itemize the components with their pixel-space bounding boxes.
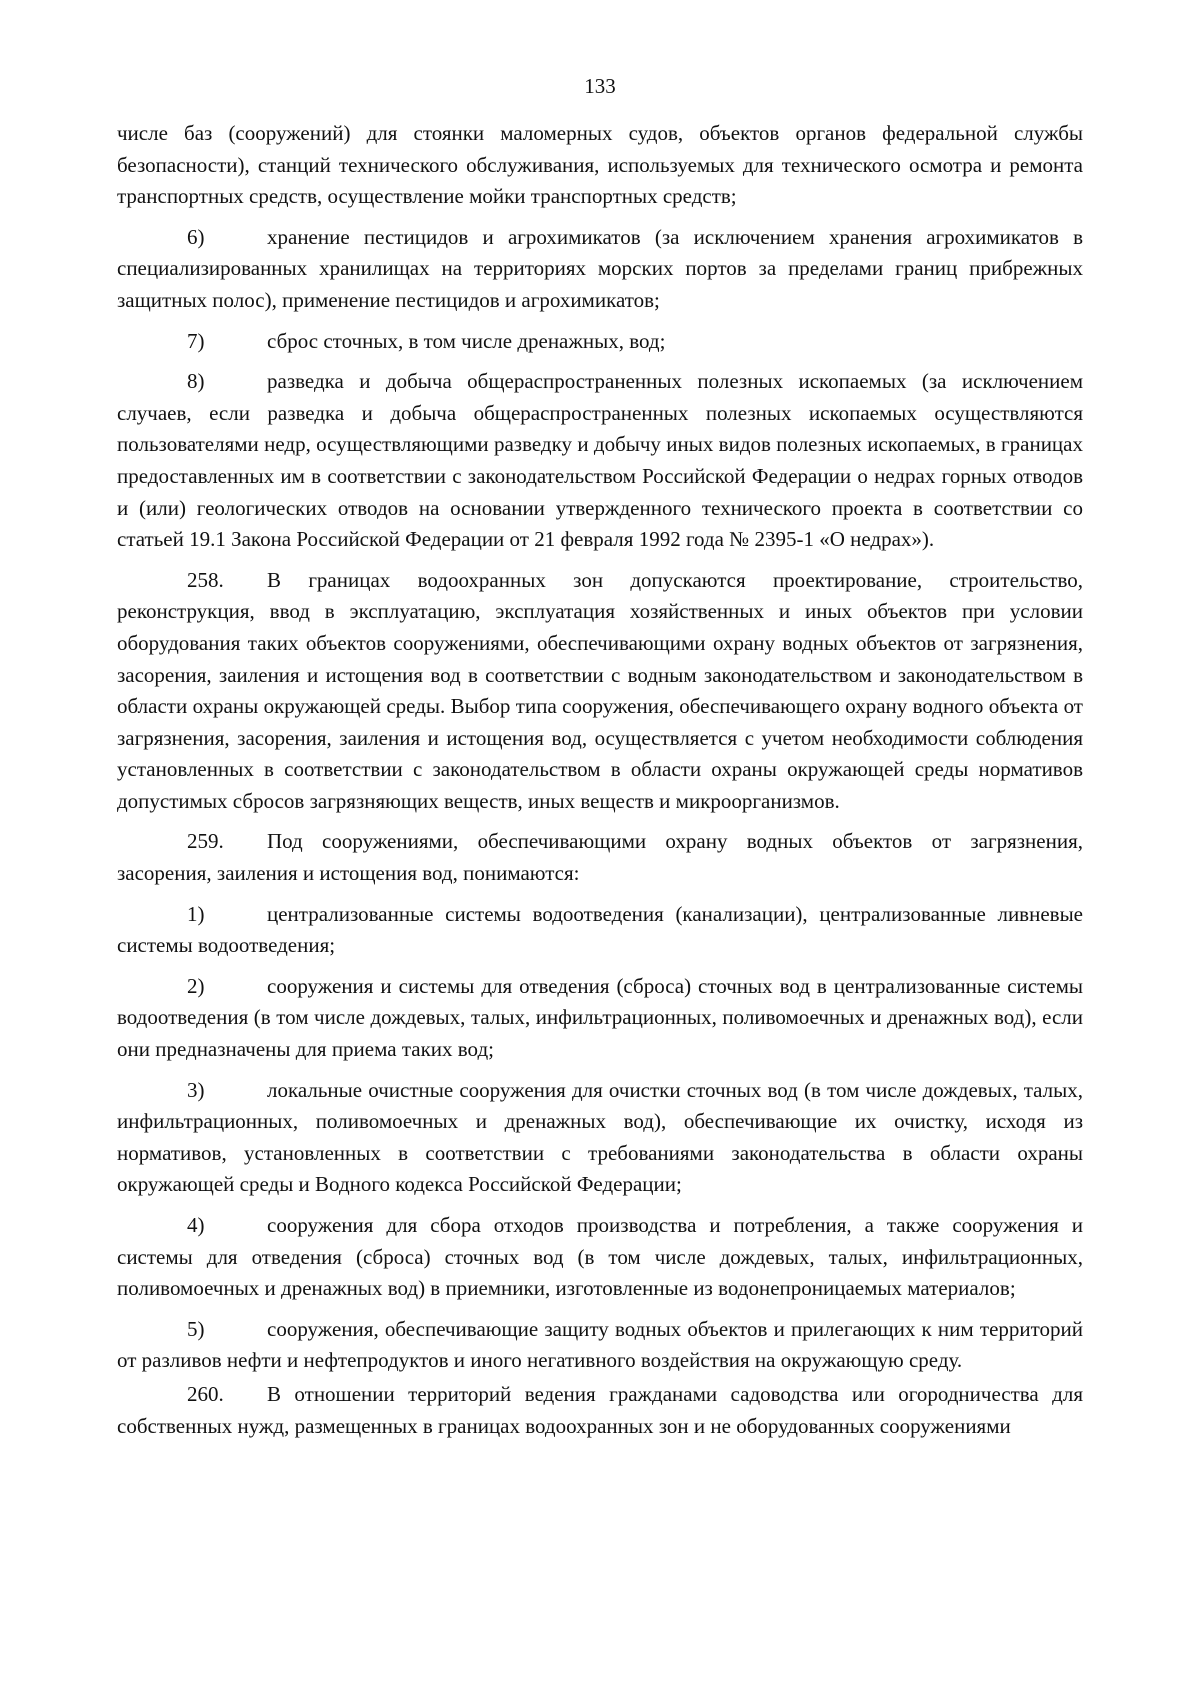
paragraph-text: локальные очистные сооружения для очистки сточных вод (в том числе дождевых, талых, инфильтрационных, поливомоечных и дренажных вод), обеспечивающие их очистку, исходя из нормативов, установленных в соответствии с требованиями законодательства в области охраны окружающей среды и Водного кодекса Российской Федерации; (117, 1077, 1083, 1197)
list-item-1 (117, 899, 1083, 962)
item-number: 5) (187, 1316, 205, 1341)
paragraph-text: сброс сточных, в том числе дренажных, вод; (267, 328, 666, 353)
clause-number: 259. (187, 829, 224, 854)
list-item-2 (117, 971, 1083, 1066)
list-item-4 (117, 1210, 1083, 1305)
paragraph-text: В границах водоохранных зон допускаются проектирование, строительство, реконструкция, ввод в эксплуатацию, эксплуатация хозяйственных и иных объектов при условии оборудования таких объектов сооружениями, обеспечивающими охрану водных объектов от загрязнения, засорения, заиления и истощения вод в соответствии с водным законодательством и законодательством в области охраны окружающей среды. Выбор типа сооружения, обеспечивающего охрану водного объекта от загрязнения, засорения, заиления и истощения вод, осуществляется с учетом необходимости соблюдения установленных в соответствии с законодательством в области охраны окружающей среды нормативов допустимых сбросов загрязняющих веществ, иных веществ и микроорганизмов. (117, 567, 1083, 813)
list-item-6 (117, 222, 1083, 317)
list-item-5 (117, 1314, 1083, 1377)
paragraph-text: сооружения для сбора отходов производства и потребления, а также сооружения и системы для отведения (сброса) сточных вод (в том числе дождевых, талых, инфильтрационных, поливомоечных и дренажных вод) в приемники, изготовленные из водонепроницаемых материалов; (117, 1213, 1083, 1301)
item-number: 3) (187, 1077, 205, 1102)
list-item-7 (117, 326, 1083, 358)
item-number: 2) (187, 973, 205, 998)
item-number: 4) (187, 1213, 205, 1237)
item-number: 1) (187, 901, 205, 926)
paragraph-text: централизованные системы водоотведения (канализации), централизованные ливневые системы водоотведения; (117, 901, 1083, 958)
paragraph-continuation (117, 118, 1083, 213)
clause-number: 260. (187, 1381, 224, 1406)
paragraph-text: сооружения и системы для отведения (сброса) сточных вод в централизованные системы водоотведения (в том числе дождевых, талых, инфильтрационных, поливомоечных и дренажных вод), если они предназначены для приема таких вод; (117, 973, 1083, 1062)
paragraph-text: В отношении территорий ведения гражданами садоводства или огородничества для собственных нужд, размещенных в границах водоохранных зон и не оборудованных сооружениями (117, 1381, 1083, 1438)
page-number: 133 (584, 74, 616, 98)
clause-260 (117, 1379, 1083, 1442)
item-number: 8) (187, 369, 205, 394)
clause-259 (117, 826, 1083, 889)
paragraph-text: хранение пестицидов и агрохимикатов (за исключением хранения агрохимикатов в специализированных хранилищах на территориях морских портов за пределами границ прибрежных защитных полос), применение пестицидов и агрохимикатов; (117, 224, 1083, 312)
item-number: 6) (187, 224, 205, 249)
list-item-8 (117, 366, 1083, 556)
clause-number: 258. (187, 567, 224, 592)
clause-258 (117, 565, 1083, 818)
document-body (117, 118, 1083, 1451)
paragraph-text: разведка и добыча общераспространенных полезных ископаемых (за исключением случаев, если разведка и добыча общераспространенных полезных ископаемых осуществляются пользователями недр, осуществляющими разведку и добычу иных видов полезных ископаемых, в границах предоставленных им в соответствии с законодательством Российской Федерации о недрах горных отводов и (или) геологических отводов на основании утвержденного технического проекта в соответствии со статьей 19.1 Закона Российской Федерации от 21 февраля 1992 года № 2395-1 «О недрах»). (117, 369, 1083, 552)
list-item-3 (117, 1075, 1083, 1201)
paragraph-text: числе баз (сооружений) для стоянки маломерных судов, объектов органов федеральной службы безопасности), станций технического обслуживания, используемых для технического осмотра и ремонта транспортных средств, осуществление мойки транспортных средств; (117, 121, 1083, 209)
paragraph-text: Под сооружениями, обеспечивающими охрану водных объектов от загрязнения, засорения, заиления и истощения вод, понимаются: (117, 829, 1083, 886)
paragraph-text: сооружения, обеспечивающие защиту водных объектов и прилегающих к ним территорий от разливов нефти и нефтепродуктов и иного негативного воздействия на окружающую среду. (117, 1316, 1083, 1373)
item-number: 7) (187, 328, 205, 353)
